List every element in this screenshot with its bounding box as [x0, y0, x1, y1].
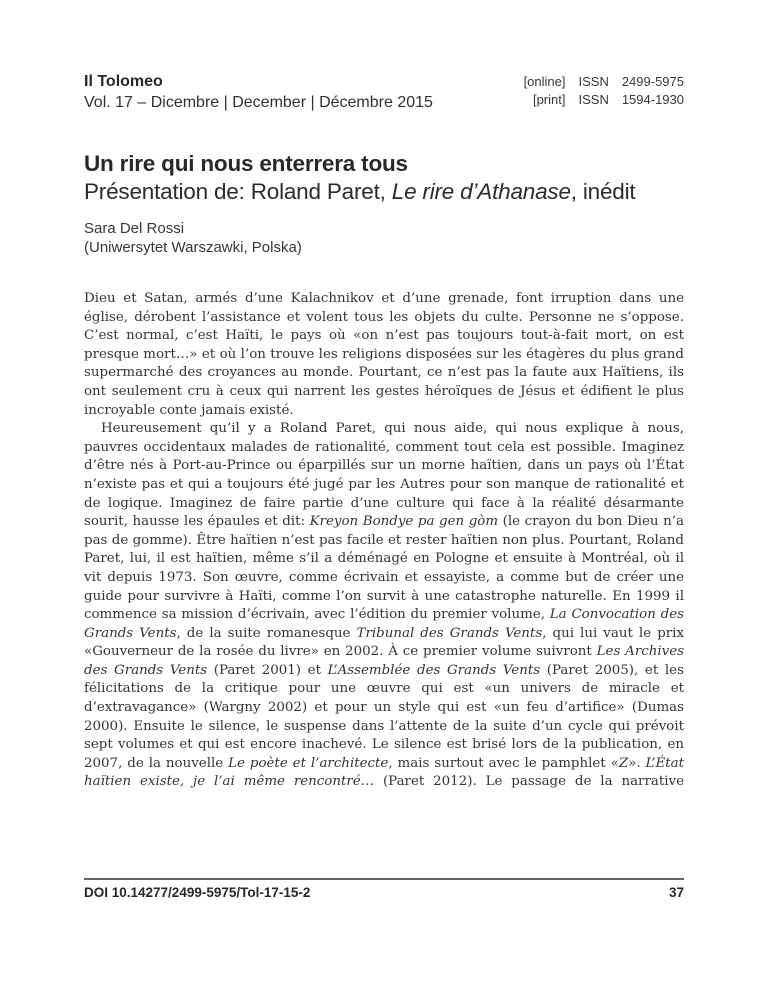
text-segment: Dieu et Satan, armés d’une Kalachnikov et d’une grenade, font irruption dans une église, dérobent l’assistance et volent tous les objets du culte. Personne ne s’oppose. C’est normal, c’est Haïti, le pays où «on n’est pas toujours tout-à-fait mort, on est presque mort…» et où l’on trouve les religions disposées sur les étagères du plus grand supermarché des croyances au monde. Pourtant, ce n’est pas la faute aux Haïtiens, ils ont seulement cru à ceux qui narrent les gestes héroïques de Jésus et édifient le plus incroyable conte jamais existé.: [84, 291, 684, 418]
issn-print-medium: [print]: [532, 91, 566, 107]
text-segment: (Paret 2012). Le passage de la narrative: [374, 774, 684, 790]
journal-name: Il Tolomeo: [84, 73, 163, 90]
issn-print-number: 1594-1930: [621, 91, 684, 107]
author-name: Sara Del Rossi: [84, 220, 185, 237]
text-segment: ».: [628, 755, 646, 771]
journal-volume-line: Vol. 17 – Dicembre | December | Décembre 2015: [84, 93, 433, 111]
article-title: Un rire qui nous enterrera tous: [84, 151, 408, 176]
body-paragraph: [84, 290, 684, 420]
title-block: [84, 150, 684, 205]
italic-text-segment: Z: [618, 755, 629, 771]
issn-online-medium: [online]: [523, 74, 566, 89]
italic-text-segment: La Convocation des Grands Vents: [84, 607, 684, 641]
page-header: [84, 72, 684, 113]
article-body: [84, 290, 684, 849]
italic-text-segment: Le rire d’Athanase: [391, 178, 571, 204]
issn-print-label: ISSN: [578, 91, 609, 107]
text-segment: , de la suite romanesque: [176, 625, 357, 641]
text-segment: , mais surtout avec le pamphlet «: [388, 755, 619, 771]
body-paragraph: [84, 420, 684, 792]
issn-online-number: 2499-5975: [621, 74, 684, 89]
text-segment: (le crayon du bon Dieu n’a pas de gomme). Être haïtien n’est pas facile et rester haïtien non plus. Pourtant, Roland Paret, lui, il est haïtien, même s’il a déménagé en Pologne et ensuite à Montréal, où il vit depuis 1973. Son œuvre, comme écrivain et essayiste, a comme but de créer une guide pour survivre à Haïti, comme l’on survit à une catastrophe naturelle. En 1999 il commence sa mission d’écrivain, avec l’édition du premier volume,: [84, 514, 684, 623]
journal-block: [84, 72, 433, 113]
article-subtitle: [84, 178, 684, 206]
text-segment: (Paret 2005), et les félicitations de la critique pour une œuvre qui est «un univers de miracle et d’extravagance» (Wargny 2002) et pour un style qui est «un feu d’artifice» (Dumas 2000). Ensuite le silence, le suspense dans l’attente de la suite d’un cycle qui prévoit sept volumes et qui est encore inachevé. Le silence est brisé lors de la publication, en 2007, de la nouvelle: [84, 662, 684, 771]
italic-text-segment: Tribunal des Grands Vents: [356, 625, 543, 641]
text-segment: Présentation de: Roland Paret,: [84, 178, 392, 204]
page-footer: [84, 878, 684, 900]
italic-text-segment: Les Archives des Grands Vents: [84, 644, 684, 678]
italic-text-segment: L’Assemblée des Grands Vents: [327, 662, 541, 678]
italic-text-segment: Kreyon Bondye pa gen gòm: [309, 514, 499, 530]
text-segment: (Paret 2001) et: [207, 662, 328, 678]
italic-text-segment: L’État haïtien existe, je l’ai même rencontré…: [84, 755, 684, 790]
author-affiliation: (Uniwersytet Warszawki, Polska): [84, 239, 302, 256]
doi-label: DOI 10.14277/2499-5975/Tol-17-15-2: [84, 885, 311, 900]
text-segment: , inédit: [570, 178, 636, 204]
issn-block: [524, 73, 684, 108]
page-number: 37: [668, 885, 684, 900]
text-segment: Heureusement qu’il y a Roland Paret, qui nous aide, qui nous explique à nous, pauvres occidentaux malades de rationalité, comment tout cela est possible. Imaginez d’être nés à Port-au-Prince ou éparpillés sur un morne haïtien, dans un pays où l’État n’existe pas et qui a toujours été jugé par les Autres pour son manque de rationalité et de logique. Imaginez de faire partie d’une culture qui face à la réalité désarmante sourit, hausse les épaules et dit:: [84, 421, 684, 530]
issn-online-label: ISSN: [578, 74, 609, 89]
italic-text-segment: Le poète et l’architecte: [228, 755, 389, 771]
author-block: [84, 219, 684, 257]
text-segment: , qui lui vaut le prix «Gouverneur de la rosée du livre» en 2002. À ce premier volume suivront: [84, 625, 684, 660]
